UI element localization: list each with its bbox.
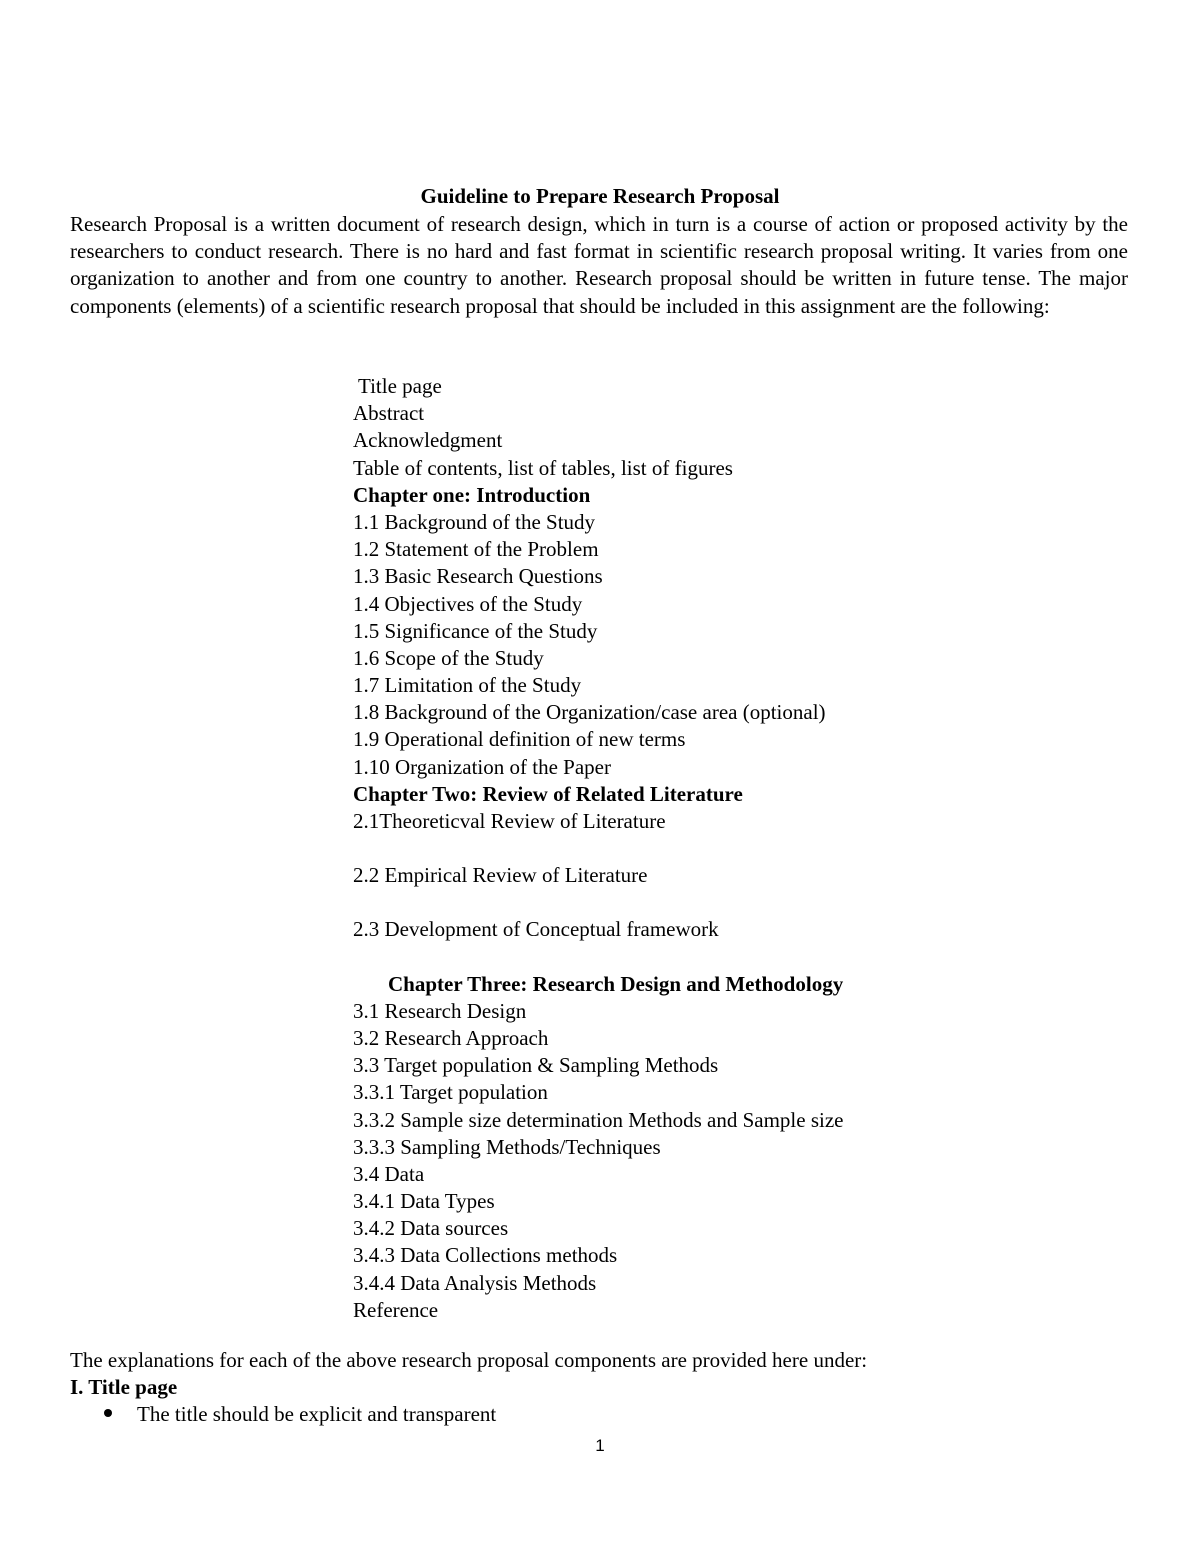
list-item: 3.4.1 Data Types (353, 1189, 495, 1214)
list-item: 3.4.2 Data sources (353, 1216, 509, 1241)
page-number: 1 (595, 1436, 605, 1455)
list-item: 2.1Theoreticval Review of Literature (353, 809, 666, 833)
list-item: 1.8 Background of the Organization/case area (optional) (353, 700, 826, 725)
components-list (353, 373, 1113, 1324)
section-heading: I. Title page (70, 1375, 178, 1399)
list-item: 2.3 Development of Conceptual framework (353, 917, 719, 942)
list-item: 3.3.3 Sampling Methods/Techniques (353, 1134, 661, 1159)
list-item: 3.3 Target population & Sampling Methods (353, 1053, 719, 1078)
document-title: Guideline to Prepare Research Proposal (420, 184, 780, 208)
list-item: 3.3.2 Sample size determination Methods and Sample size (353, 1107, 844, 1132)
list-item: 3.2 Research Approach (353, 1025, 549, 1050)
list-item: Reference (353, 1297, 439, 1322)
intro-paragraph: Research Proposal is a written document of research design, which in turn is a course of action or proposed activity by the researchers to conduct research. There is no hard and fast format in scientific research proposal writing. It varies from one organization to another and from one country to another. Research proposal should be written in future tense. The major components (elements) of a scientific research proposal that should be included in this assignment are the following: (70, 212, 1128, 318)
list-item: 1.10 Organization of the Paper (353, 754, 611, 779)
list-item: 1.5 Significance of the Study (353, 618, 598, 643)
list-item: 2.2 Empirical Review of Literature (353, 863, 648, 888)
list-item: 1.2 Statement of the Problem (353, 537, 599, 562)
list-item: 1.9 Operational definition of new terms (353, 727, 686, 752)
list-item: 1.3 Basic Research Questions (353, 564, 603, 589)
list-item: Table of contents, list of tables, list of figures (353, 455, 733, 480)
list-item: 3.3.1 Target population (353, 1080, 548, 1105)
explanation-paragraph: The explanations for each of the above research proposal components are provided here under: (70, 1348, 868, 1372)
list-item: 3.4.4 Data Analysis Methods (353, 1270, 597, 1295)
list-item: 1.6 Scope of the Study (353, 645, 544, 670)
list-item: Title page (358, 374, 442, 398)
list-item: 3.1 Research Design (353, 998, 527, 1023)
chapter-heading: Chapter one: Introduction (353, 482, 591, 507)
list-item: Acknowledgment (353, 428, 503, 453)
list-item: 1.1 Background of the Study (353, 509, 596, 534)
bullet-item (104, 1401, 496, 1428)
list-item: 1.4 Objectives of the Study (353, 591, 583, 616)
list-item: 3.4 Data (353, 1161, 425, 1186)
list-item: 3.4.3 Data Collections methods (353, 1243, 618, 1268)
list-item: Abstract (353, 401, 425, 426)
chapter-heading: Chapter Two: Review of Related Literature (353, 781, 743, 806)
list-item: 1.7 Limitation of the Study (353, 673, 582, 698)
bullet-icon (104, 1409, 112, 1417)
bullet-text: The title should be explicit and transparent (137, 1402, 497, 1426)
chapter-heading: Chapter Three: Research Design and Methodology (388, 971, 844, 996)
